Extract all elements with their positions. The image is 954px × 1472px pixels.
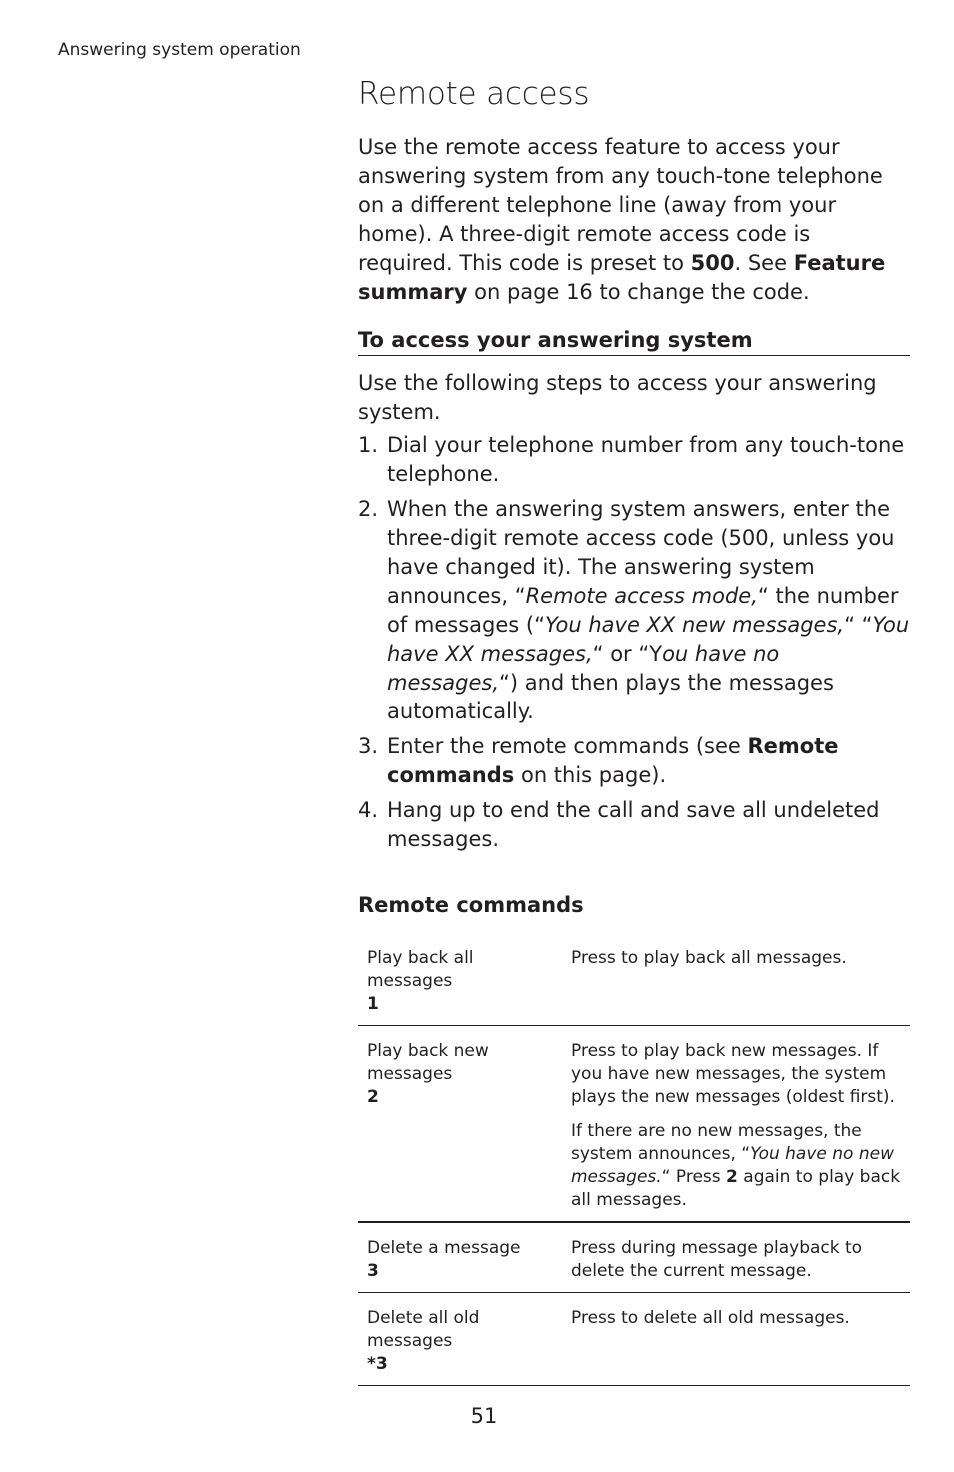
command-cell	[358, 933, 562, 1026]
access-heading: To access your answering system	[358, 326, 910, 356]
description-cell	[562, 1292, 910, 1385]
description-text: If there are no new messages, the system announces, “	[571, 1120, 862, 1164]
main-content	[358, 74, 910, 1386]
command-label: Play back new messages	[367, 1040, 489, 1084]
step-item	[358, 732, 910, 790]
command-description-extra	[571, 1120, 910, 1212]
command-key: 3	[367, 1260, 379, 1281]
description-cell	[562, 1025, 910, 1222]
step-text: “ “	[844, 612, 873, 637]
step-text: “) and then plays the messages automatically.	[387, 670, 834, 724]
page-number: 51	[470, 1404, 498, 1428]
step-item	[358, 431, 910, 489]
commands-heading: Remote commands	[358, 892, 584, 917]
feature-summary-reference: Feature summary	[358, 250, 886, 304]
command-key: 1	[367, 993, 379, 1014]
default-code: 500	[690, 250, 735, 275]
step-quote: ou have no messages,	[387, 641, 780, 695]
description-cell	[562, 933, 910, 1026]
step-text: When the answering system answers, enter the three-digit remote access code (500, unless you have changed it). The answering system announces, “	[387, 497, 895, 608]
description-text: “ Press	[661, 1166, 727, 1187]
steps-list	[358, 431, 910, 854]
running-header: Answering system operation	[58, 40, 301, 60]
command-key: *3	[367, 1353, 388, 1374]
table-row	[358, 1025, 910, 1222]
table-row	[358, 933, 910, 1026]
step-text: Enter the remote commands (see	[387, 734, 748, 759]
step-item	[358, 796, 910, 854]
command-label: Delete a message	[367, 1237, 521, 1258]
steps-intro: Use the following steps to access your answering system.	[358, 371, 877, 425]
intro-text-1: Use the remote access feature to access your answering system from any touch-tone telephone on a different telephone line (away from your home). A three-digit remote access code is required. This code is preset to	[358, 135, 883, 275]
table-row	[358, 1222, 910, 1293]
command-cell	[358, 1025, 562, 1222]
step-text: “ or “Y	[592, 641, 663, 666]
command-description: Press to play back new messages. If you have new messages, the system plays the new messages (oldest first).	[571, 1040, 895, 1107]
description-quote: You have no new messages.	[571, 1143, 894, 1187]
step-number: 4.	[358, 798, 379, 823]
intro-paragraph	[358, 133, 910, 306]
description-text: again to play back all messages.	[571, 1166, 901, 1210]
step-text: Hang up to end the call and save all undeleted messages.	[387, 798, 880, 852]
command-cell	[358, 1292, 562, 1385]
step-quote: You have XX new messages,	[544, 612, 845, 637]
command-key: 2	[367, 1086, 379, 1107]
step-text: “ the number of messages (“	[387, 583, 899, 637]
description-key: 2	[726, 1166, 738, 1187]
step-text: on this page).	[514, 763, 667, 788]
description-cell	[562, 1222, 910, 1293]
command-label: Play back all messages	[367, 947, 474, 991]
command-label: Delete all old messages	[367, 1307, 480, 1351]
step-text: Dial your telephone number from any touch-tone telephone.	[387, 433, 905, 487]
remote-commands-table	[358, 933, 910, 1386]
command-description: Press to delete all old messages.	[571, 1307, 850, 1328]
command-description: Press during message playback to delete the current message.	[571, 1237, 863, 1281]
step-number: 2.	[358, 497, 379, 522]
step-quote: You have XX messages,	[387, 612, 910, 666]
intro-text-3: on page 16 to change the code.	[467, 279, 810, 304]
remote-commands-reference: Remote commands	[387, 734, 839, 788]
step-number: 3.	[358, 734, 379, 759]
table-row	[358, 1292, 910, 1385]
step-quote: Remote access mode,	[525, 583, 758, 608]
step-number: 1.	[358, 433, 379, 458]
command-description: Press to play back all messages.	[571, 947, 847, 968]
step-item	[358, 495, 910, 726]
page-title: Remote access	[358, 76, 590, 112]
intro-text-2: . See	[734, 250, 794, 275]
command-cell	[358, 1222, 562, 1293]
